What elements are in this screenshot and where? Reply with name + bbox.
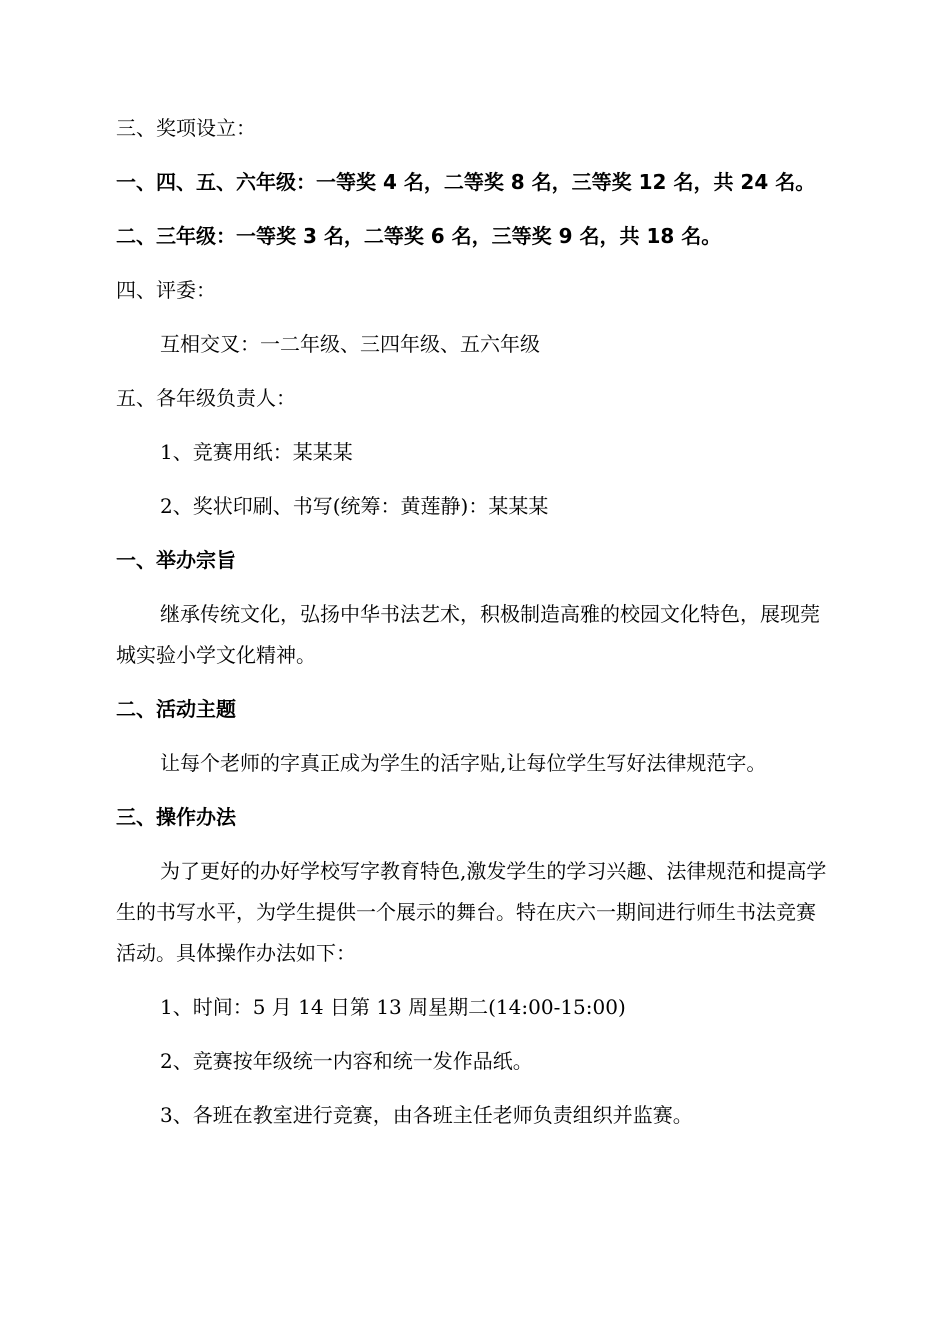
awards-grade-23: 二、三年级：一等奖 3 名，二等奖 6 名，三等奖 9 名，共 18 名。 <box>116 224 722 248</box>
method-item-1: 1、时间：5 月 14 日第 13 周星期二(14:00-15:00) <box>160 995 626 1019</box>
judges-detail: 互相交叉：一二年级、三四年级、五六年级 <box>160 332 540 356</box>
leaders-item-2: 2、奖状印刷、书写(统筹：黄莲静)：某某某 <box>160 494 549 518</box>
leaders-heading: 五、各年级负责人： <box>116 386 296 410</box>
awards-heading: 三、奖项设立： <box>116 116 256 140</box>
purpose-heading: 一、举办宗旨 <box>116 548 236 572</box>
leaders-item-1: 1、竞赛用纸：某某某 <box>160 440 353 464</box>
document-page <box>116 108 832 1149</box>
method-item-2: 2、竞赛按年级统一内容和统一发作品纸。 <box>160 1049 533 1073</box>
theme-heading: 二、活动主题 <box>116 697 236 721</box>
method-heading: 三、操作办法 <box>116 805 236 829</box>
judges-heading: 四、评委： <box>116 278 216 302</box>
theme-body: 让每个老师的字真正成为学生的活字贴,让每位学生写好法律规范字。 <box>160 751 767 775</box>
purpose-body: 继承传统文化，弘扬中华书法艺术，积极制造高雅的校园文化特色，展现莞城实验小学文化精神。 <box>116 602 820 667</box>
method-body: 为了更好的办好学校写字教育特色,激发学生的学习兴趣、法律规范和提高学生的书写水平，为学生提供一个展示的舞台。特在庆六一期间进行师生书法竞赛活动。具体操作办法如下： <box>116 859 827 965</box>
awards-grade-456: 一、四、五、六年级：一等奖 4 名，二等奖 8 名，三等奖 12 名，共 24 名。 <box>116 170 816 194</box>
method-item-3: 3、各班在教室进行竞赛，由各班主任老师负责组织并监赛。 <box>160 1103 693 1127</box>
